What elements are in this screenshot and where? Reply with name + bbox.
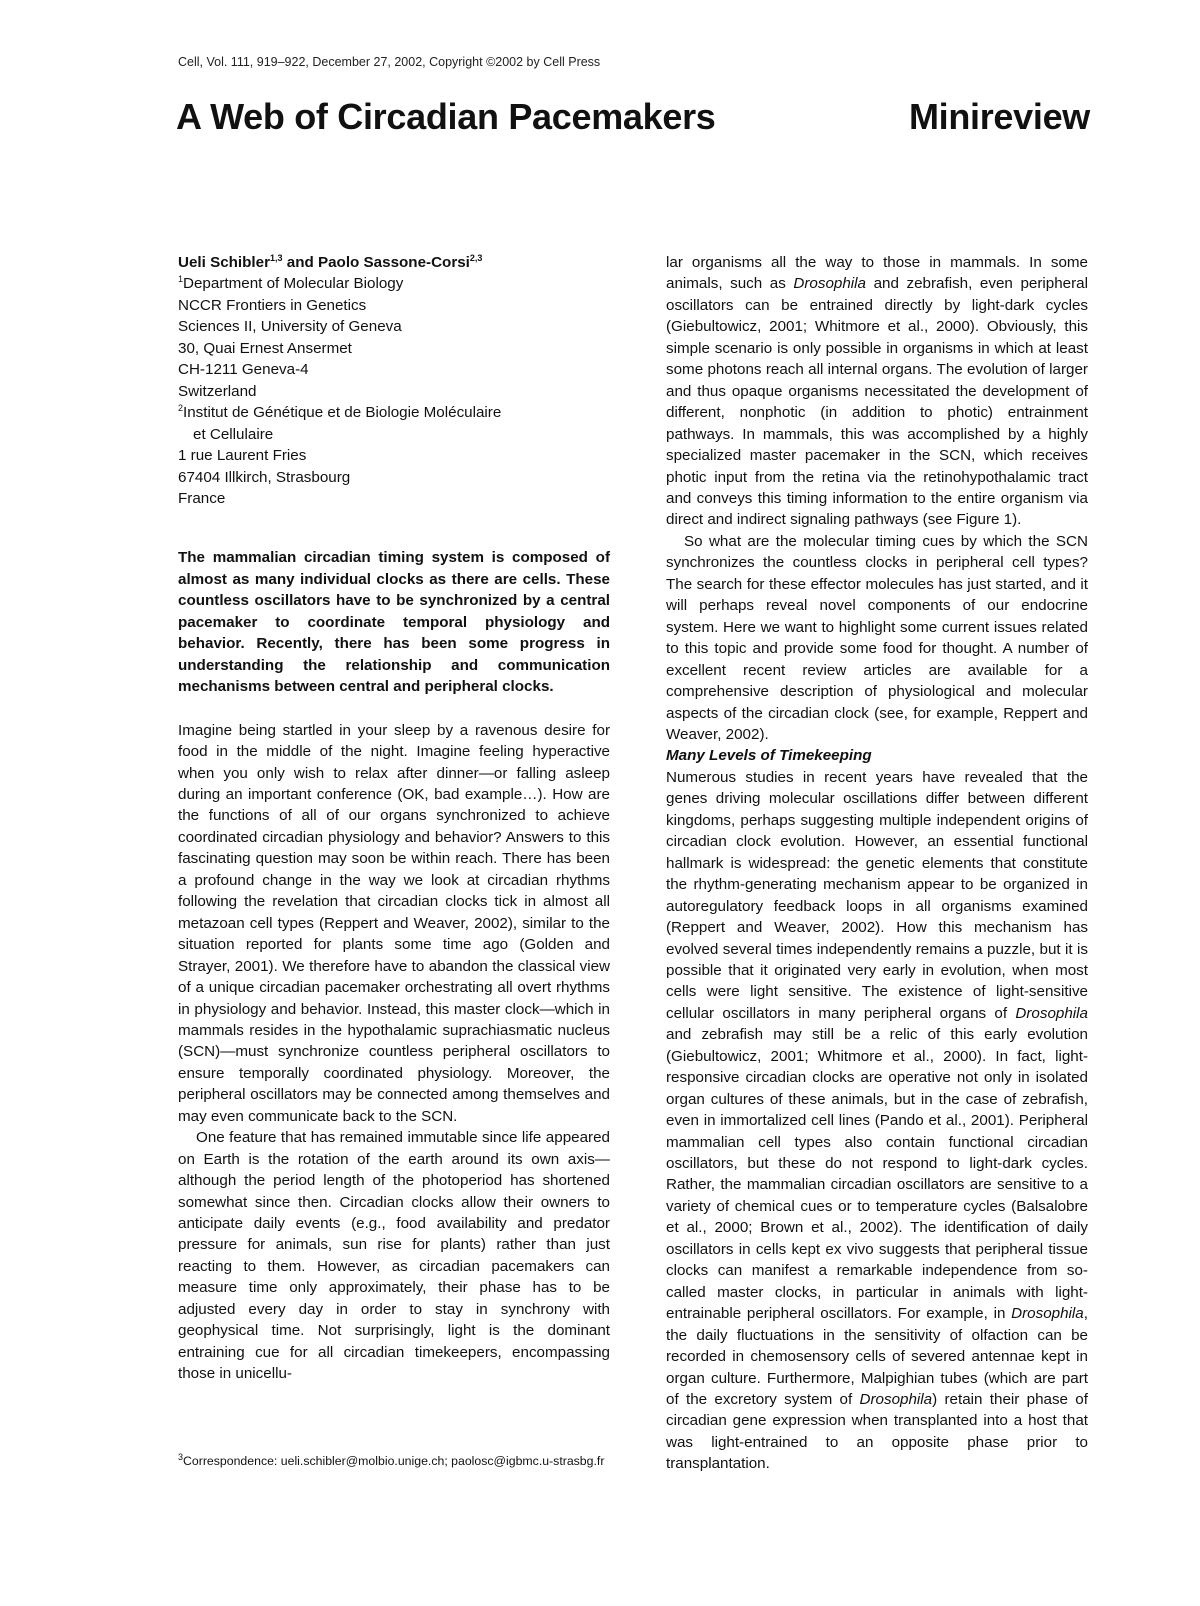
affiliation-line: NCCR Frontiers in Genetics xyxy=(178,296,367,314)
author-name: Paolo Sassone-Corsi xyxy=(317,254,470,271)
affiliation-line: $^2$Institut de Génétique et de Biologie Moléculaire xyxy=(178,403,502,422)
body-paragraph: Numerous studies in recent years have revealed that the genes driving molecular oscillations differ between different kingdoms, perhaps suggesting multiple independent origins of circadian clock evolution. However, an essential functional hallmark is widespread: the genetic elements that constitute the rhythm-generating mechanism appear to be organized in autoregulatory feedback loops in all organisms examined (Reppert and Weaver, 2002). How this mechanism has evolved several times independently remains a puzzle, but it is possible that it originated very early in evolution, when most cells were light sensitive. The existence of light-sensitive cellular oscillators in many peripheral organs of Drosophila and zebrafish may still be a relic of this early evolution (Giebultowicz, 2001; Whitmore et al., 2000). In fact, light-responsive circadian clocks are operative not only in isolated organ cultures of these animals, but in the case of zebrafish, even in immortalized cell lines (Pando et al., 2001). Peripheral mammalian cell types also contain functional circadian oscillators, but these do not respond to light-dark cycles. Rather, the mammalian circadian oscillators are sensitive to a variety of chemical cues or to temperature cycles (Balsalobre et al., 2000; Brown et al., 2002). The identification of daily oscillators in cells kept ex vivo suggests that peripheral tissue clocks can manifest a remarkable independence from so-called master clocks, in particular in animals with light-entrainable peripheral oscillators. For example, in Drosophila, the daily fluctuations in the sensitivity of olfaction can be recorded in chemosensory cells of severed antennae kept in organ culture. Furthermore, Malpighian tubes (which are part of the excretory system of Drosophila) retain their phase of circadian gene expression when transplanted into a host that was light-entrained to an opposite phase prior to transplantation. xyxy=(666,768,1088,1473)
affiliation-line: 30, Quai Ernest Ansermet xyxy=(178,339,352,357)
author-conjunction: and xyxy=(282,254,318,271)
species-name: Drosophila xyxy=(859,1391,933,1409)
affiliation-line: France xyxy=(178,489,226,507)
affiliation-1 xyxy=(178,273,610,402)
footnote-text: Correspondence: ueli.schibler@molbio.unige.ch; paolosc@igbmc.u-strasbg.fr xyxy=(183,1454,605,1468)
affiliation-number: 1 xyxy=(178,274,184,285)
body-paragraph: So what are the molecular timing cues by which the SCN synchronizes the countless clocks in peripheral cell types? The search for these effector molecules has just started, and it will perhaps reveal novel components of our endocrine system. Here we want to highlight some current issues related to this topic and provide some food for thought. A number of excellent recent review articles are available for a comprehensive description of physiological and molecular aspects of the circadian clock (see, for example, Reppert and Weaver, 2002). xyxy=(666,532,1088,743)
author-line xyxy=(178,252,610,273)
section-heading: Many Levels of Timekeeping xyxy=(666,747,872,765)
author-name: Ueli Schibler xyxy=(178,254,271,271)
body-paragraph: One feature that has remained immutable since life appeared on Earth is the rotation of the earth around its own axis—although the period length of the photoperiod has shortened somewhat since then. Circadian clocks allow their owners to anticipate daily events (e.g., food availability and predator pressure for animals, sun rise for plants) rather than just reacting to them. However, as circadian pacemakers can measure time only approximately, their phase has to be adjusted every day in order to stay in synchrony with geophysical time. Not surprisingly, light is the dominant entraining cue for all circadian timekeepers, encompassing those in unicellu- xyxy=(178,1129,610,1383)
affiliation-line: 67404 Illkirch, Strasbourg xyxy=(178,468,351,486)
affiliation-line: et Cellulaire xyxy=(193,425,274,443)
article-type-label: Minireview xyxy=(908,96,1090,137)
affiliation-line: 1 rue Laurent Fries xyxy=(178,447,307,465)
footnote-number: 3 xyxy=(178,1451,184,1462)
body-paragraph: lar organisms all the way to those in mammals. In some animals, such as Drosophila and zebrafish, even peripheral oscillators can be entrained directly by light-dark cycles (Giebultowicz, 2001; Whitmore et al., 2000). Obviously, this simple scenario is only possible in organisms in which at least some photons reach all internal organs. The evolution of larger and thus opaque organisms necessitated the development of different, nonphotic (in addition to photic) entrainment pathways. In mammals, this was accomplished by a highly specialized master pacemaker in the SCN, which receives photic input from the retina via the retinohypothalamic tract and conveys this timing information to the entire organism via direct and indirect signaling pathways (see Figure 1). xyxy=(666,254,1088,529)
right-column xyxy=(666,252,1088,1475)
affiliation-2 xyxy=(178,402,610,509)
affiliation-line: CH-1211 Geneva-4 xyxy=(178,361,309,379)
journal-citation-line: Cell, Vol. 111, 919–922, December 27, 2002, Copyright ©2002 by Cell Press xyxy=(178,55,601,69)
affiliation-line: Sciences II, University of Geneva xyxy=(178,318,402,336)
abstract: The mammalian circadian timing system is composed of almost as many individual clocks as there are cells. These countless oscillators have to be synchronized by a central pacemaker to coordinate temporal physiology and behavior. Recently, there has been some progress in understanding the relationship and communication mechanisms between central and peripheral clocks. xyxy=(178,549,610,696)
species-name: Drosophila xyxy=(793,275,867,293)
affiliation-number: 2 xyxy=(178,403,184,414)
body-paragraph: Imagine being startled in your sleep by a ravenous desire for food in the middle of the night. Imagine feeling hyperactive when you only wish to relax after dinner—or falling asleep during an important conference (OK, bad example…). How are the functions of all of our organs synchronized to achieve coordinated circadian physiology and behavior? Answers to this fascinating question may soon be within reach. There has been a profound change in the way we look at circadian rhythms following the revelation that circadian clocks tick in almost all metazoan cell types (Reppert and Weaver, 2002), similar to the situation reported for plants some time ago (Golden and Strayer, 2001). We therefore have to abandon the classical view of a unique circadian pacemaker orchestrating all overt rhythms in physiology and behavior. Instead, this master clock—which in mammals resides in the hypothalamic suprachiasmatic nucleus (SCN)—must synchronize countless peripheral oscillators to ensure temporally coordinated physiology. Moreover, the peripheral oscillators may be connected among themselves and may even communicate back to the SCN. xyxy=(178,721,610,1125)
correspondence-footnote xyxy=(178,1452,610,1471)
affiliation-line: $^1$Department of Molecular Biology xyxy=(178,274,404,293)
species-name: Drosophila xyxy=(1011,1305,1084,1323)
author-affiliation-mark: 1,3 xyxy=(270,252,283,263)
affiliation-line: Switzerland xyxy=(178,382,257,400)
author-affiliation-mark: 2,3 xyxy=(469,252,483,263)
species-name: Drosophila xyxy=(1015,1004,1088,1022)
article-title: A Web of Circadian Pacemakers xyxy=(176,96,716,137)
left-column xyxy=(178,252,610,1385)
